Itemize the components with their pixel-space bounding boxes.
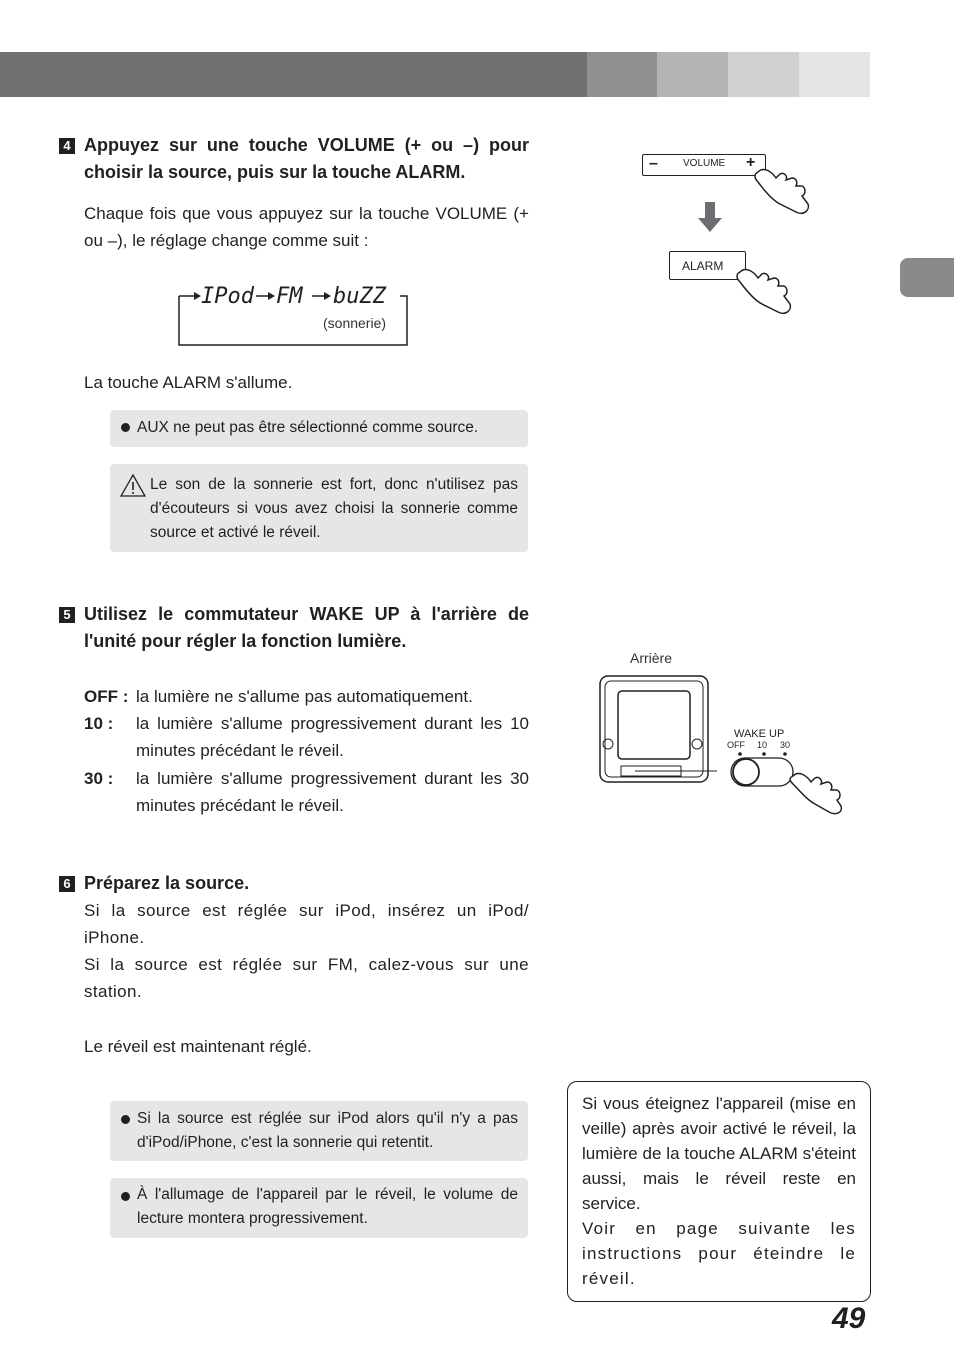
section-side-tab <box>900 258 954 297</box>
note-aux: AUX ne peut pas être sélectionné comme source. <box>137 419 479 436</box>
cycle-buzz: buZZ <box>333 284 386 309</box>
option-30-key: 30 : <box>84 769 114 788</box>
option-30-text: la lumière s'allume progressivement durant les 30 minutes précédant le réveil. <box>136 769 529 815</box>
wake-up-label: WAKE UP <box>734 728 785 740</box>
step-5-number: 5 <box>59 607 75 623</box>
note-box-ipod <box>110 1101 528 1161</box>
bullet-icon <box>121 423 130 432</box>
step-6-text-fm: Si la source est réglée sur FM, calez-vous sur une station. <box>84 955 529 1001</box>
header-swatch-3 <box>728 52 799 97</box>
step-6-text-ipod: Si la source est réglée sur iPod, insérez un iPod/ iPhone. <box>84 901 529 947</box>
rear-panel-drawing <box>595 672 845 818</box>
switch-10-label: 10 <box>757 740 768 750</box>
step-6-heading: Préparez la source. <box>84 873 250 893</box>
warning-text: Le son de la sonnerie est fort, donc n'utilisez pas d'écouteurs si vous avez choisi la sonnerie comme source et activé le réveil. <box>150 476 518 541</box>
source-cycle-diagram <box>178 286 408 346</box>
info-box <box>567 1081 871 1302</box>
hand-pointer-icon-2 <box>732 260 804 318</box>
step-4-number: 4 <box>59 138 75 154</box>
cycle-ipod: IPod <box>201 284 254 309</box>
option-10-key: 10 : <box>84 714 114 733</box>
cycle-fm: FM <box>276 284 303 309</box>
volume-button <box>642 154 766 176</box>
arriere-label: Arrière <box>630 650 673 666</box>
step-6-number: 6 <box>59 876 75 892</box>
volume-alarm-illustration <box>640 150 820 320</box>
alarm-label: ALARM <box>682 259 724 273</box>
option-off-text: la lumière ne s'allume pas automatiquement. <box>136 687 473 706</box>
minus-icon: – <box>649 155 658 172</box>
volume-label: VOLUME <box>683 158 726 169</box>
header-swatch-2 <box>657 52 728 97</box>
step-4-heading: Appuyez sur une touche VOLUME (+ ou –) pour choisir la source, puis sur la touche ALARM. <box>84 135 529 182</box>
note-volume: À l'allumage de l'appareil par le réveil, le volume de lecture montera progressivement. <box>137 1186 518 1227</box>
rear-wakeup-illustration <box>595 648 845 818</box>
step-4-text: Chaque fois que vous appuyez sur la touche VOLUME (+ ou –), le réglage change comme suit : <box>84 204 529 250</box>
alarm-lit-text: La touche ALARM s'allume. <box>84 373 293 392</box>
bullet-icon <box>121 1115 130 1124</box>
option-10-text: la lumière s'allume progressivement durant les 10 minutes précédant le réveil. <box>136 714 529 760</box>
warning-triangle-icon <box>120 474 146 497</box>
switch-off-label: OFF <box>727 740 745 750</box>
warning-box <box>110 464 528 552</box>
sonnerie-label: (sonnerie) <box>323 315 387 331</box>
arrow-down-icon <box>698 202 722 234</box>
option-off-key: OFF : <box>84 687 129 706</box>
info-box-text-2: Voir en page suivante les instructions pour éteindre le réveil. <box>582 1219 856 1288</box>
hand-pointer-icon <box>750 160 822 218</box>
note-ipod: Si la source est réglée sur iPod alors qu'il n'y a pas d'iPod/iPhone, c'est la sonnerie qui retentit. <box>137 1110 518 1151</box>
step-5-heading: Utilisez le commutateur WAKE UP à l'arrière de l'unité pour régler la fonction lumière. <box>84 604 529 651</box>
note-box-volume <box>110 1178 528 1238</box>
header-swatch-1 <box>587 52 657 97</box>
switch-30-label: 30 <box>780 740 791 750</box>
info-box-text-1: Si vous éteignez l'appareil (mise en veille) après avoir activé le réveil, la lumière de la touche ALARM s'éteint aussi, mais le réveil reste en service. <box>582 1094 856 1213</box>
header-band <box>0 52 587 97</box>
page-number: 49 <box>832 1302 866 1335</box>
bullet-icon <box>121 1192 130 1201</box>
plus-icon: + <box>746 154 756 171</box>
header-swatch-4 <box>799 52 870 97</box>
note-box-aux <box>110 410 528 447</box>
alarm-set-text: Le réveil est maintenant réglé. <box>84 1037 312 1056</box>
